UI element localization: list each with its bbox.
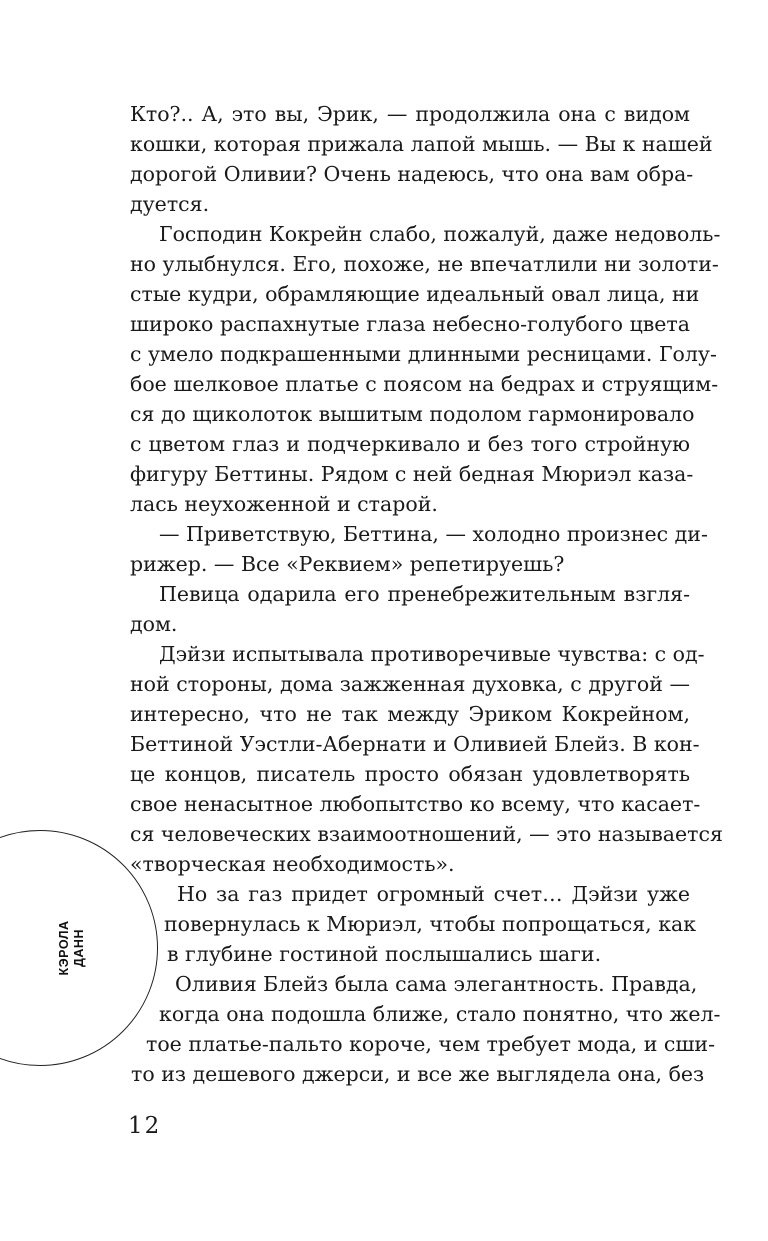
text-line: Дэйзи испытывала противоречивые чувства: с од-: [159, 642, 705, 666]
text-line: широко распахнутые глаза небесно-голубого цвета: [130, 312, 690, 336]
text-line: интересно, что не так между Эриком Кокрейном,: [130, 702, 690, 726]
text-line: Оливия Блейз была сама элегантность. Правда,: [175, 972, 698, 996]
text-line: с умело подкрашенными длинными ресницами. Голу-: [130, 342, 717, 366]
page-number: 12: [128, 1113, 162, 1139]
text-line: ся до щиколоток вышитым подолом гармонировало: [130, 402, 695, 426]
text-line: повернулась к Мюриэл, чтобы попрощаться, как: [164, 912, 697, 936]
text-line: «творческая необходимость».: [130, 852, 455, 876]
text-line: ся человеческих взаимоотношений, — это называется: [130, 822, 723, 846]
text-line: ной стороны, дома зажженная духовка, с другой —: [130, 672, 690, 696]
text-line: свое ненасытное любопытство ко всему, что касает-: [130, 792, 701, 816]
text-line: кошки, которая прижала лапой мышь. — Вы к нашей: [130, 132, 713, 156]
text-line: дуется.: [130, 192, 210, 216]
body-text: [130, 99, 723, 1089]
text-line: но улыбнулся. Его, похоже, не впечатлили ни золоти-: [130, 252, 719, 276]
text-line: Певица одарила его пренебрежительным взгля-: [159, 582, 690, 606]
text-line: рижер. — Все «Реквием» репетируешь?: [130, 552, 565, 576]
author-name-line1: КЭРОЛА: [57, 920, 71, 976]
text-line: тое платье-пальто короче, чем требует мода, и сши-: [146, 1032, 716, 1056]
text-line: в глубине гостиной послышались шаги.: [167, 942, 602, 966]
text-line: стые кудри, обрамляющие идеальный овал лица, ни: [130, 282, 700, 306]
text-line: Господин Кокрейн слабо, пожалуй, даже недоволь-: [159, 222, 721, 246]
text-line: Беттиной Уэстли-Абернати и Оливией Блейз. В кон-: [130, 732, 700, 756]
text-line: бое шелковое платье с поясом на бедрах и струящим-: [130, 372, 719, 396]
author-name-line2: ДАНН: [72, 929, 86, 967]
text-line: — Приветствую, Беттина, — холодно произнес ди-: [159, 522, 708, 546]
text-line: Но за газ придет огромный счет… Дэйзи уже: [177, 882, 690, 906]
text-line: когда она подошла ближе, стало понятно, что жел-: [159, 1002, 721, 1026]
text-line: лась неухоженной и старой.: [130, 492, 438, 516]
text-line: дом.: [130, 612, 178, 636]
text-line: фигуру Беттины. Рядом с ней бедная Мюриэл каза-: [130, 462, 694, 486]
text-line: це концов, писатель просто обязан удовлетворять: [130, 762, 690, 786]
text-line: то из дешевого джерси, и все же выглядела она, без: [131, 1062, 705, 1086]
text-line: дорогой Оливии? Очень надеюсь, что она вам обра-: [130, 162, 694, 186]
text-line: с цветом глаз и подчеркивало и без того стройную: [130, 432, 690, 456]
text-line: Кто?.. А, это вы, Эрик, — продолжила она с видом: [130, 102, 690, 126]
